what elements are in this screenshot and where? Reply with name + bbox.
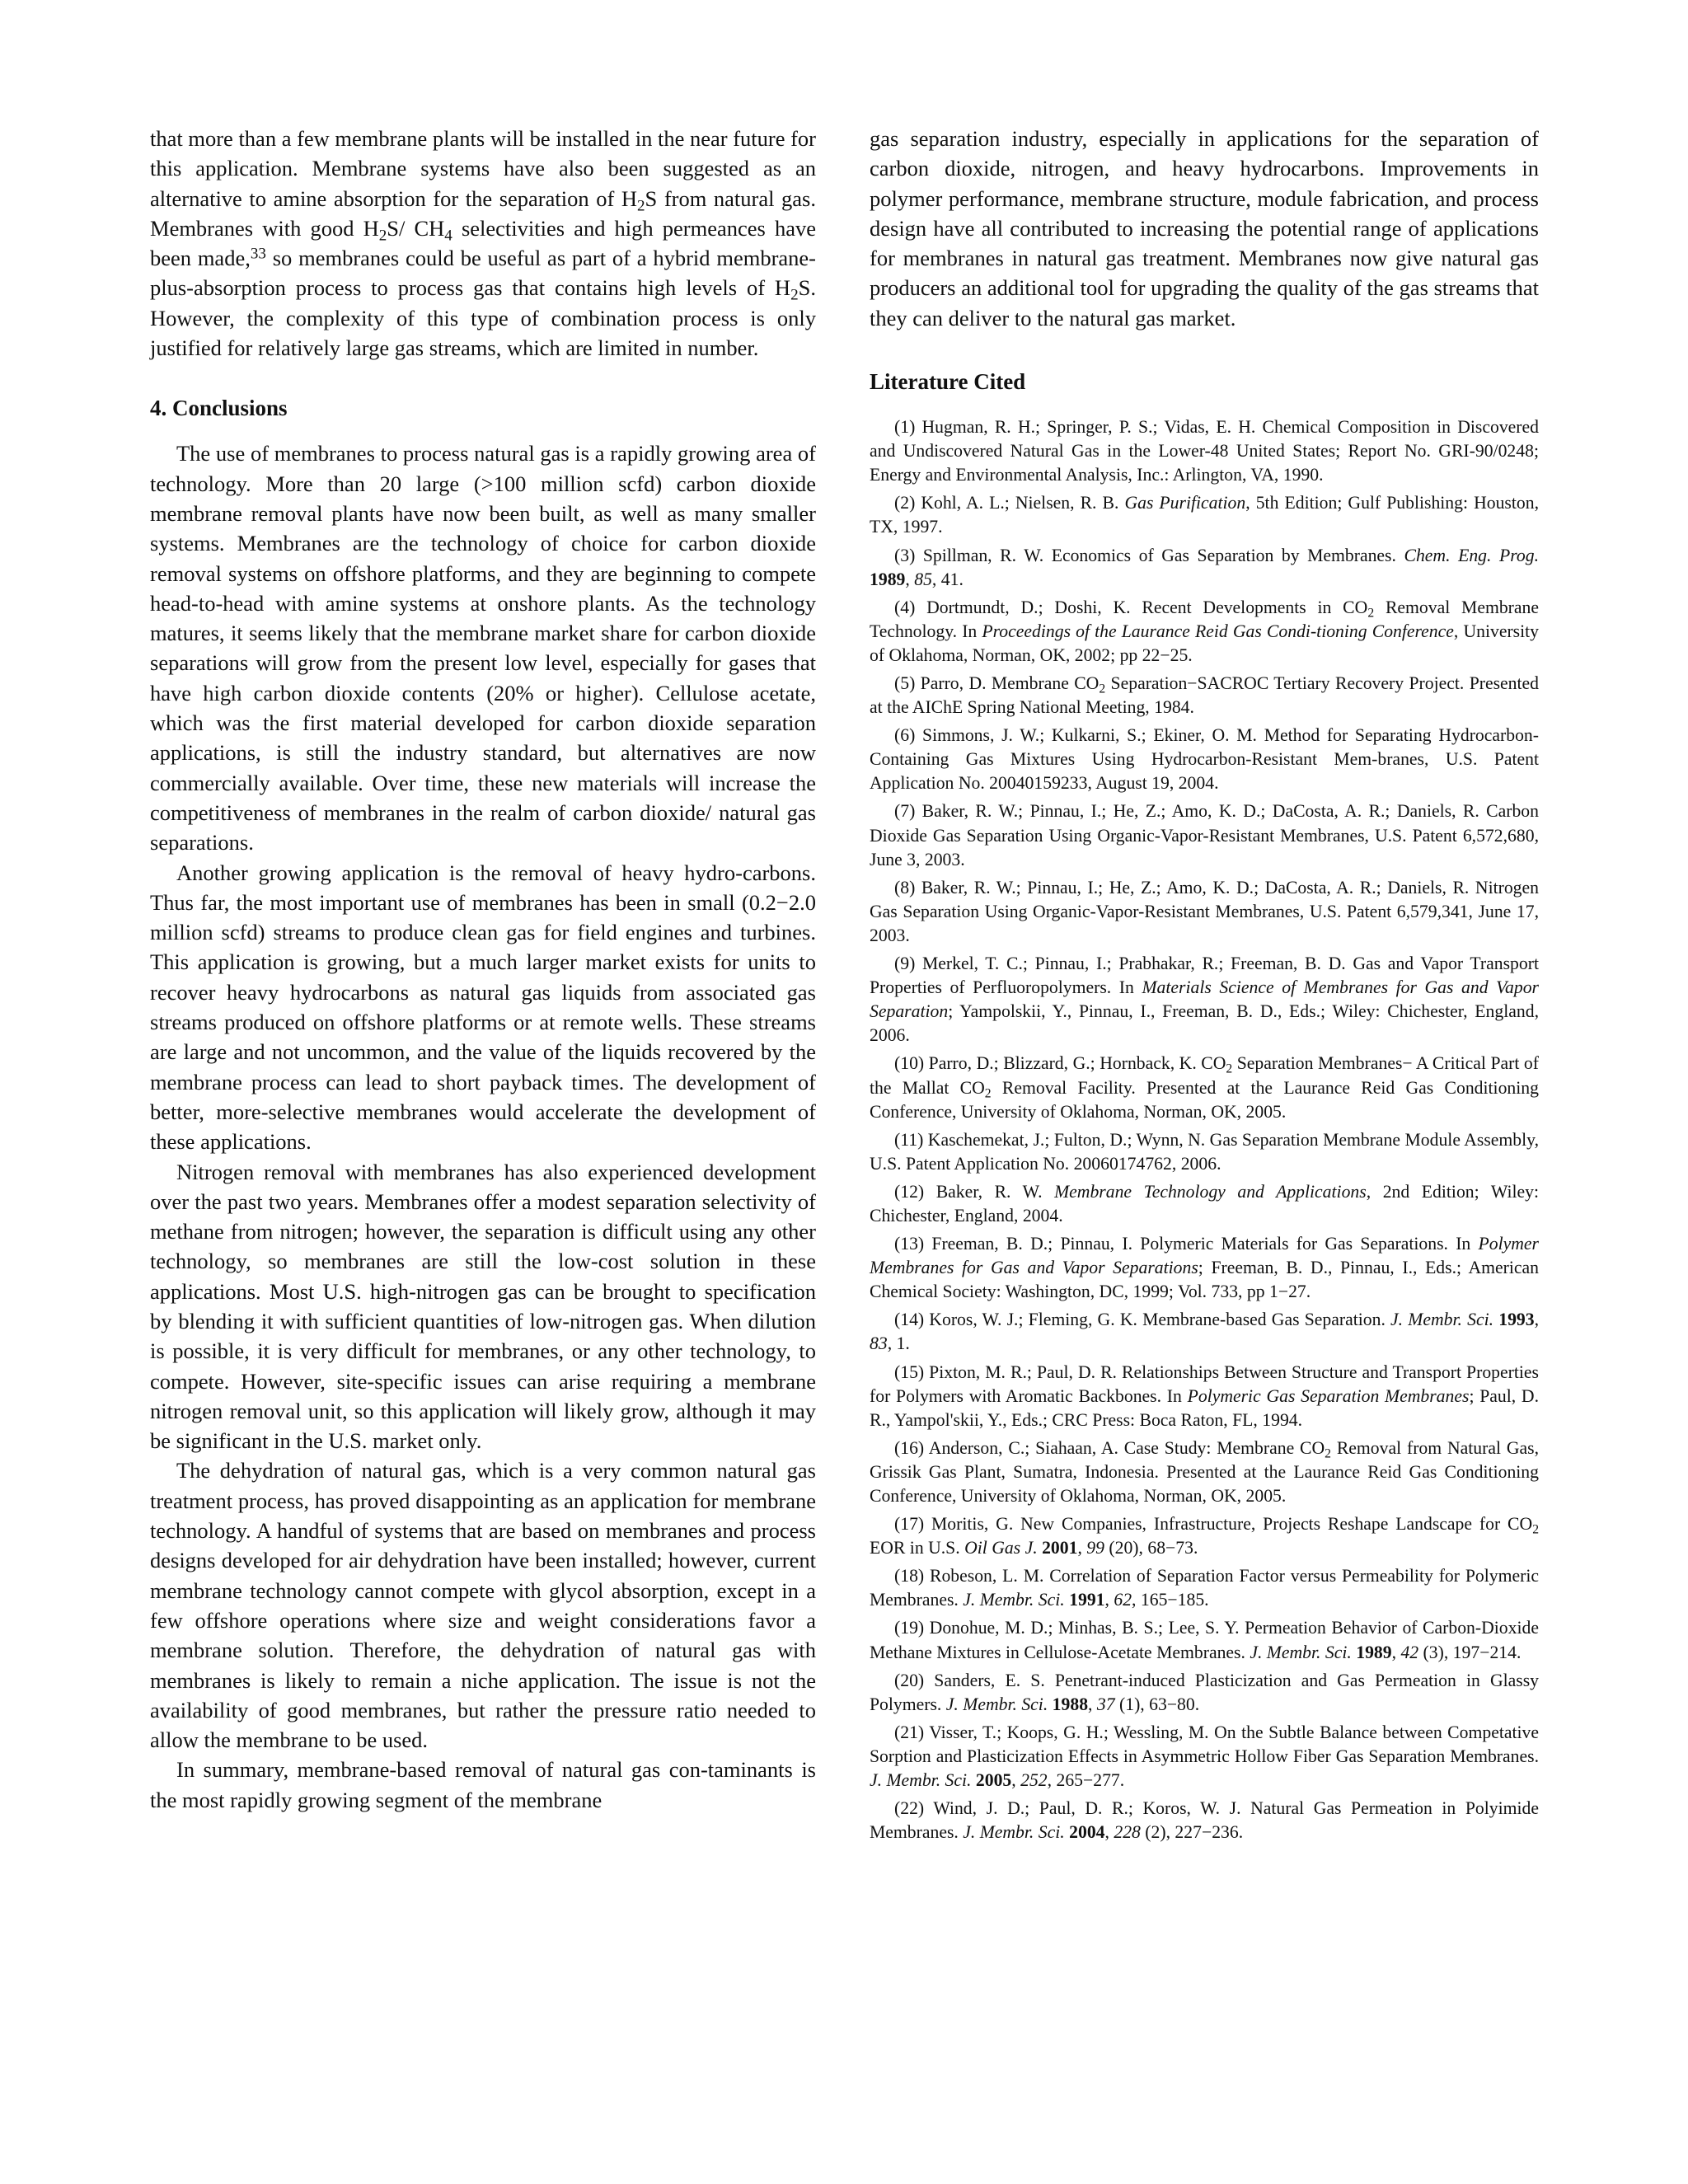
body-paragraph: Another growing application is the removal of heavy hydro-carbons. Thus far, the most important use of membranes has been in small (0.2−2.0 million scfd) streams to produce clean gas for field engines and turbines. This application is growing, but a much larger market exists for units to recover heavy hydrocarbons as natural gas liquids from associated gas streams produced on offshore platforms or at remote wells. These streams are large and not uncommon, and the value of the liquids recovered by the membrane process can lead to short payback times. The development of better, more-selective membranes would accelerate the development of these applications.: [150, 860, 816, 1155]
body-paragraph: gas separation industry, especially in applications for the separation of carbon dioxide, nitrogen, and heavy hydrocarbons. Improvements in polymer performance, membrane structure, module fabrication, and process design have all contributed to increasing the potential range of applications for membranes in natural gas treatment. Membranes now give natural gas producers an additional tool for upgrading the quality of the gas streams that they can deliver to the natural gas market.: [870, 126, 1539, 330]
body-paragraph: Nitrogen removal with membranes has also experienced development over the past two years. Membranes offer a modest separation selectivity of methane from nitrogen; however, the separation is difficult using any other technology, so membranes are still the low-cost solution in these applications. Most U.S. high-nitrogen gas can be brought to specification by blending it with sufficient quantities of low-nitrogen gas. When dilution is possible, it is very difficult for membranes, or any other technology, to compete. However, site-specific issues can arise requiring a membrane nitrogen removal unit, so this application will likely grow, although it may be significant in the U.S. market only.: [150, 1159, 816, 1454]
right-column: [870, 124, 1539, 1849]
reference-item: (8) Baker, R. W.; Pinnau, I.; He, Z.; Amo, K. D.; DaCosta, A. R.; Daniels, R. Nitrogen Gas Separation Using Organic-Vapor-Resistant Membranes, U.S. Patent 6,579,341, June 17, 2003.: [870, 877, 1539, 945]
reference-item: (3) Spillman, R. W. Economics of Gas Separation by Membranes. Chem. Eng. Prog. 1989, 85, 41.: [870, 545, 1539, 589]
reference-item: (7) Baker, R. W.; Pinnau, I.; He, Z.; Amo, K. D.; DaCosta, A. R.; Daniels, R. Carbon Dioxide Gas Separation Using Organic-Vapor-Resistant Membranes, U.S. Patent 6,572,680, June 3, 2003.: [870, 801, 1539, 869]
reference-item: (9) Merkel, T. C.; Pinnau, I.; Prabhakar, R.; Freeman, B. D. Gas and Vapor Transport Properties of Perfluoropolymers. In Materials Science of Membranes for Gas and Vapor Separation; Yampolskii, Y., Pinnau, I., Freeman, B. D., Eds.; Wiley: Chichester, England, 2006.: [870, 954, 1539, 1046]
reference-item: (1) Hugman, R. H.; Springer, P. S.; Vidas, E. H. Chemical Composition in Discovered and Undiscovered Natural Gas in the Lower-48 United States; Report No. GRI-90/0248; Energy and Environmental Analysis, Inc.: Arlington, VA, 1990.: [870, 417, 1539, 485]
reference-item: (13) Freeman, B. D.; Pinnau, I. Polymeric Materials for Gas Separations. In Polymer Membranes for Gas and Vapor Separations; Freeman, B. D., Pinnau, I., Eds.; American Chemical Society: Washington, DC, 1999; Vol. 733, pp 1−27.: [870, 1234, 1539, 1302]
reference-item: (4) Dortmundt, D.; Doshi, K. Recent Developments in $CO_2$ Removal Membrane Technology. In Proceedings of the Laurance Reid Gas Condi-tioning Conference, University of Oklahoma, Norman, OK, 2002; pp 22−25.: [870, 597, 1540, 665]
body-paragraph: that more than a few membrane plants will be installed in the near future for this application. Membrane systems have also been suggested as an alternative to amine absorption for the separation of $H_2S$ from natural gas. Membranes with good $H_2S/$ $CH_4$ selectivities and high permeances have been made,$^{33}$ so membranes could be useful as part of a hybrid membrane-plus-absorption process to process gas that contains high levels of $H_2S$. However, the complexity of this type of combination process is only justified for relatively large gas streams, which are limited in number.: [150, 126, 816, 361]
reference-item: (16) Anderson, C.; Siahaan, A. Case Study: Membrane $CO_2$ Removal from Natural Gas, Grissik Gas Plant, Sumatra, Indonesia. Presented at the Laurance Reid Gas Conditioning Conference, University of Oklahoma, Norman, OK, 2005.: [870, 1437, 1539, 1507]
reference-item: (10) Parro, D.; Blizzard, G.; Hornback, K. $CO_2$ Separation Membranes− A Critical Part of the Mallat $CO_2$ Removal Facility. Presented at the Laurance Reid Gas Conditioning Conference, University of Oklahoma, Norman, OK, 2005.: [870, 1053, 1539, 1122]
body-paragraph: The use of membranes to process natural gas is a rapidly growing area of technology. More than 20 large (>100 million scfd) carbon dioxide membrane removal plants have now been built, as well as many smaller systems. Membranes are the technology of choice for carbon dioxide removal systems on offshore platforms, and they are beginning to compete head-to-head with amine systems at onshore plants. As the technology matures, it seems likely that the membrane market share for carbon dioxide separations will grow from the present low level, especially for gases that have high carbon dioxide contents (20% or higher). Cellulose acetate, which was the first material developed for carbon dioxide separation applications, is still the industry standard, but alternatives are now commercially available. Over time, these new materials will increase the competitiveness of membranes in the realm of carbon dioxide/ natural gas separations.: [150, 441, 816, 855]
reference-item: (17) Moritis, G. New Companies, Infrastructure, Projects Reshape Landscape for $CO_2$ EOR in U.S. Oil Gas J. 2001, 99 (20), 68−73.: [870, 1514, 1539, 1558]
body-paragraph: The dehydration of natural gas, which is a very common natural gas treatment process, has proved disappointing as an application for membrane technology. A handful of systems that are based on membranes and process designs developed for air dehydration have been installed; however, current membrane technology cannot compete with glycol absorption, except in a few offshore operations where size and weight considerations favor a membrane solution. Therefore, the dehydration of natural gas with membranes is likely to remain a niche application. The issue is not the availability of good membranes, but rather the pressure ratio needed to allow the membrane to be used.: [150, 1458, 816, 1753]
reference-item: (14) Koros, W. J.; Fleming, G. K. Membrane-based Gas Separation. J. Membr. Sci. 1993, 83, 1.: [870, 1310, 1540, 1354]
reference-item: (12) Baker, R. W. Membrane Technology and Applications, 2nd Edition; Wiley: Chichester, England, 2004.: [870, 1181, 1539, 1226]
reference-item: (18) Robeson, L. M. Correlation of Separation Factor versus Permeability for Polymeric Membranes. J. Membr. Sci. 1991, 62, 165−185.: [870, 1566, 1539, 1610]
reference-item: (2) Kohl, A. L.; Nielsen, R. B. Gas Purification, 5th Edition; Gulf Publishing: Houston, TX, 1997.: [870, 493, 1539, 537]
reference-item: (15) Pixton, M. R.; Paul, D. R. Relationships Between Structure and Transport Properties for Polymers with Aromatic Backbones. In Polymeric Gas Separation Membranes; Paul, D. R., Yampol'skii, Y., Eds.; CRC Press: Boca Raton, FL, 1994.: [870, 1361, 1540, 1430]
reference-item: (22) Wind, J. D.; Paul, D. R.; Koros, W. J. Natural Gas Permeation in Polyimide Membranes. J. Membr. Sci. 2004, 228 (2), 227−236.: [870, 1798, 1539, 1843]
reference-item: (20) Sanders, E. S. Penetrant-induced Plasticization and Gas Permeation in Glassy Polymers. J. Membr. Sci. 1988, 37 (1), 63−80.: [870, 1670, 1539, 1714]
left-column: [150, 124, 816, 1815]
reference-item: (5) Parro, D. Membrane $CO_2$ Separation−SACROC Tertiary Recovery Project. Presented at the AIChE Spring National Meeting, 1984.: [870, 673, 1540, 718]
reference-list: [870, 415, 1539, 1844]
section-heading-literature-cited: Literature Cited: [870, 369, 1026, 395]
reference-item: (19) Donohue, M. D.; Minhas, B. S.; Lee, S. Y. Permeation Behavior of Carbon-Dioxide Methane Mixtures in Cellulose-Acetate Membranes. J. Membr. Sci. 1989, 42 (3), 197−214.: [870, 1618, 1539, 1662]
reference-item: (6) Simmons, J. W.; Kulkarni, S.; Ekiner, O. M. Method for Separating Hydrocarbon-Containing Gas Mixtures Using Hydrocarbon-Resistant Mem-branes, U.S. Patent Application No. 20040159233, August 19, 2004.: [870, 725, 1539, 794]
reference-item: (21) Visser, T.; Koops, G. H.; Wessling, M. On the Subtle Balance between Competative Sorption and Plasticization Effects in Asymmetric Hollow Fiber Gas Separation Membranes. J. Membr. Sci. 2005, 252, 265−277.: [870, 1722, 1539, 1791]
body-paragraph: In summary, membrane-based removal of natural gas con-taminants is the most rapidly growing segment of the membrane: [150, 1757, 816, 1812]
section-heading-conclusions: 4. Conclusions: [150, 396, 288, 421]
reference-item: (11) Kaschemekat, J.; Fulton, D.; Wynn, N. Gas Separation Membrane Module Assembly, U.S. Patent Application No. 20060174762, 2006.: [870, 1129, 1539, 1174]
